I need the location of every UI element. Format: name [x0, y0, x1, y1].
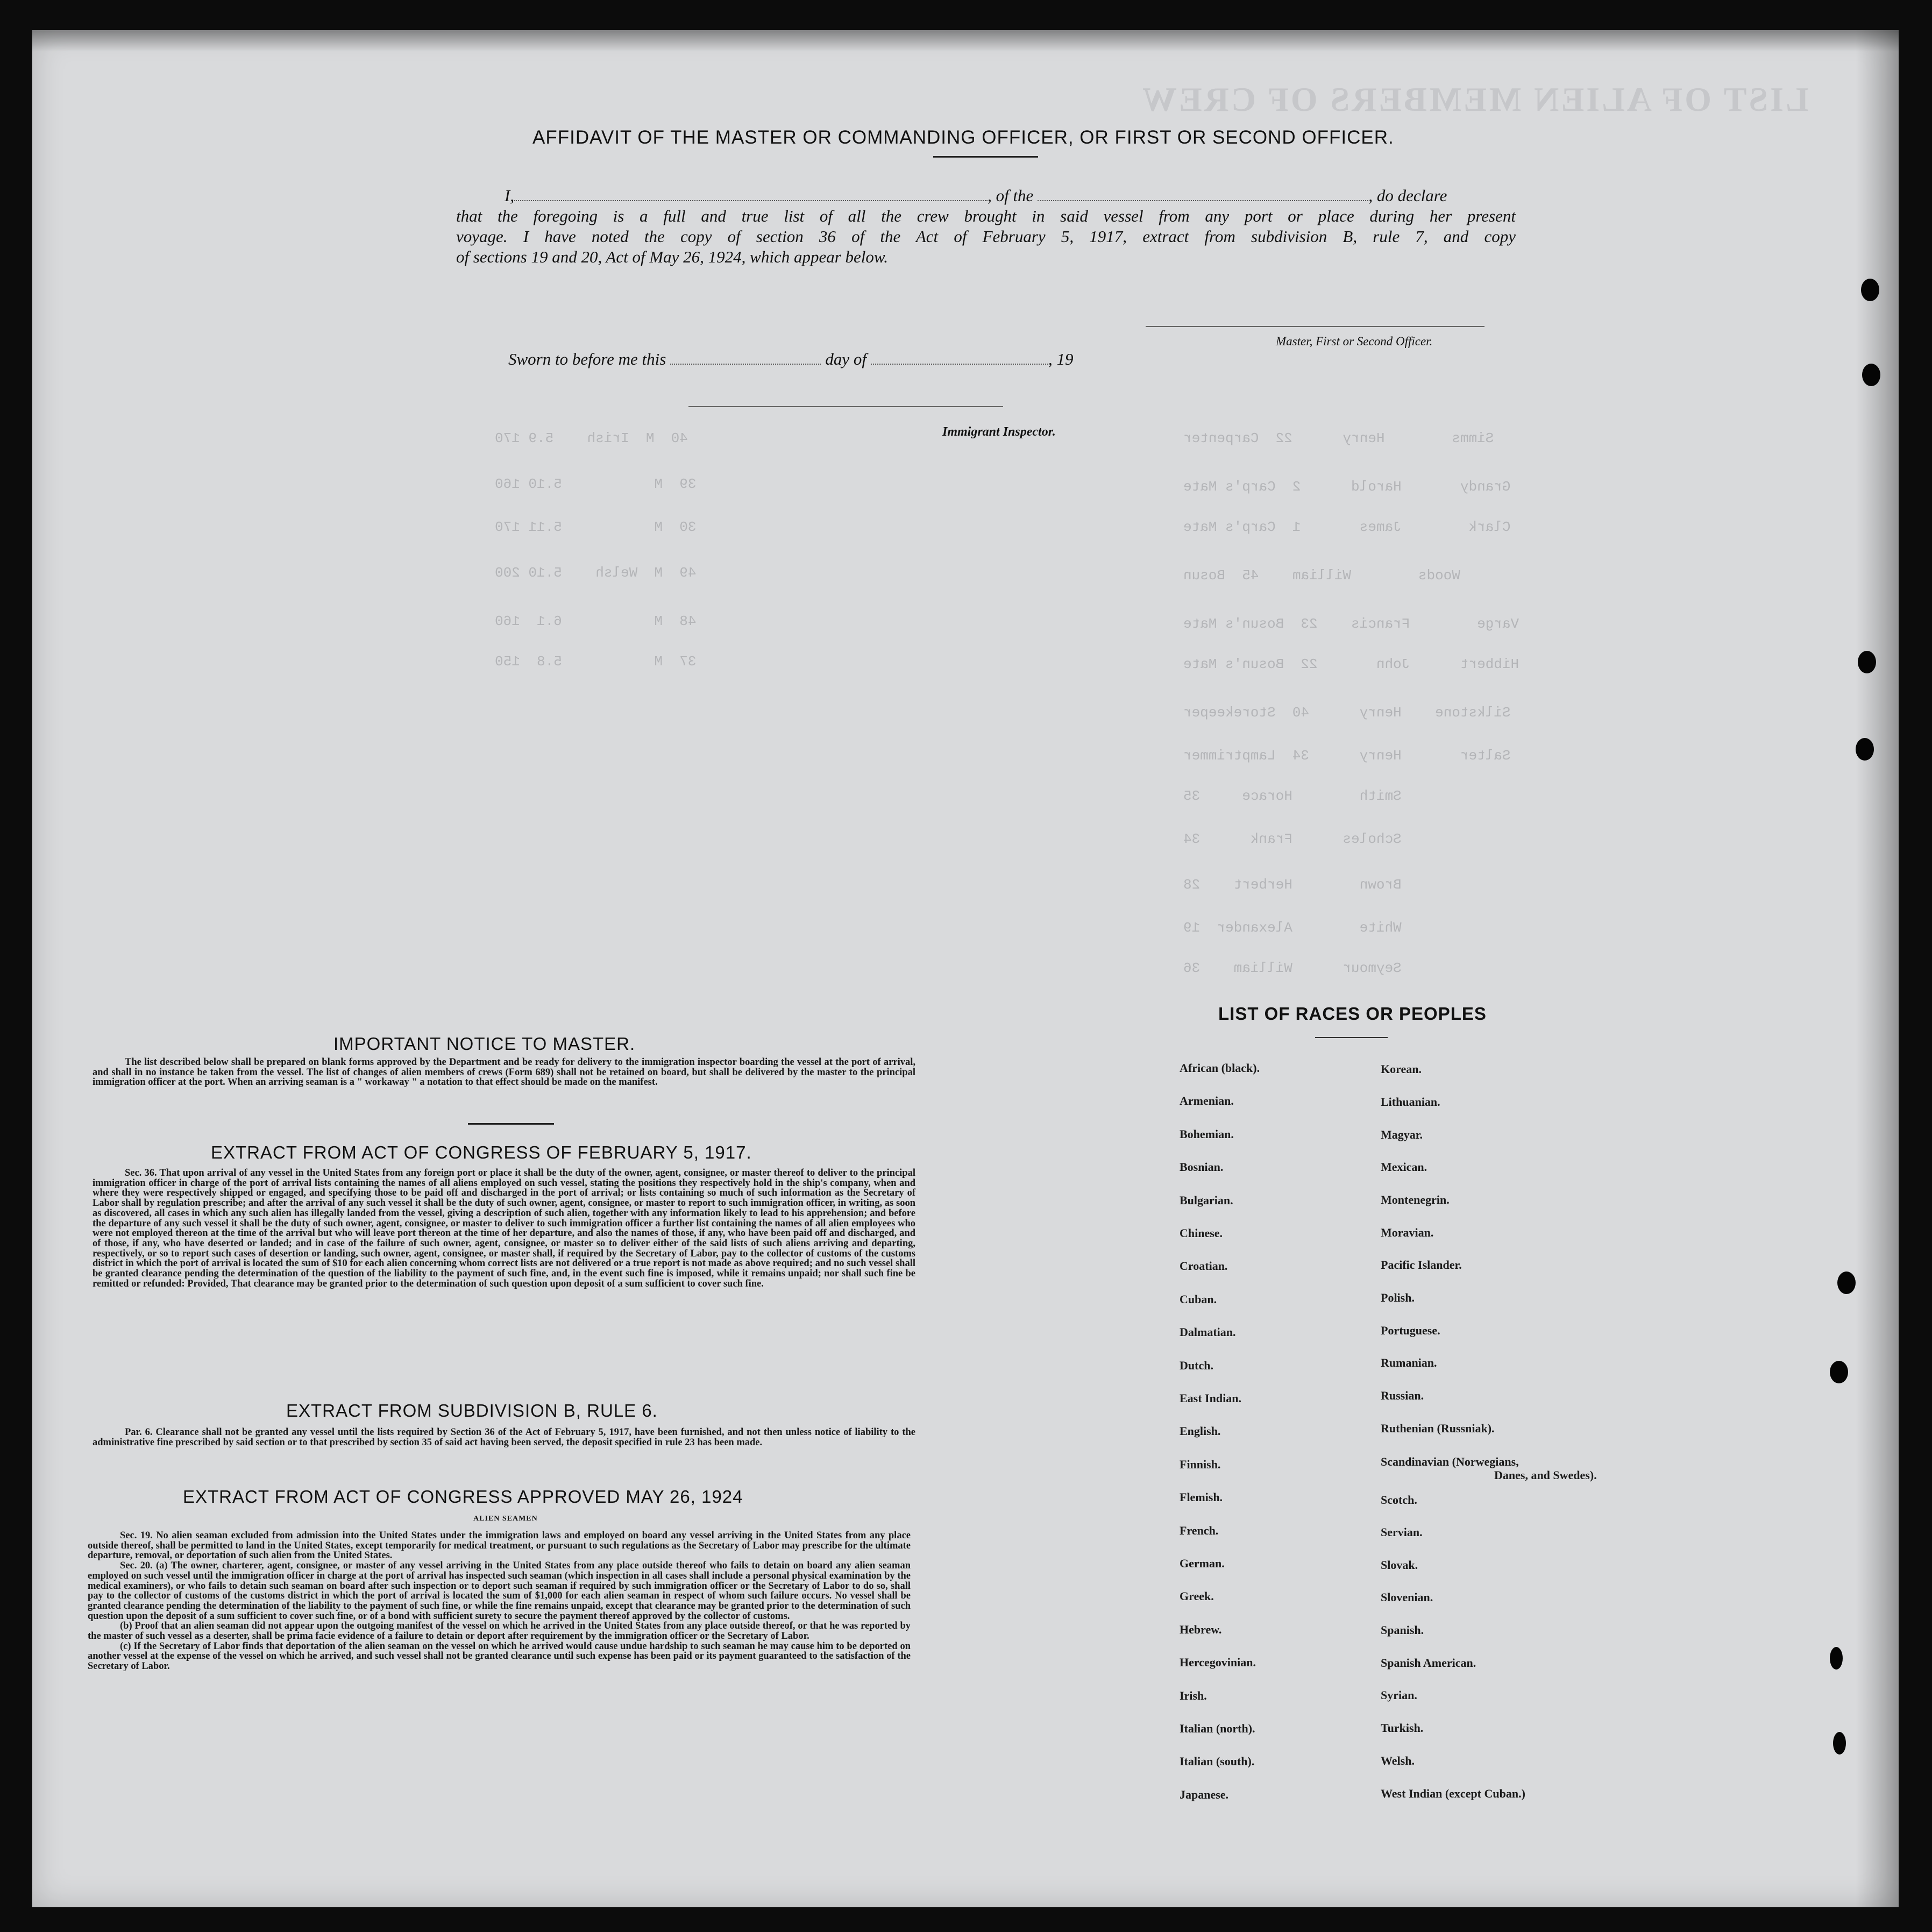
- alien-seamen-subtitle: ALIEN SEAMEN: [473, 1515, 538, 1523]
- binder-hole: [1830, 1361, 1848, 1383]
- extract-1917-body: [93, 1168, 915, 1289]
- sworn-line: [508, 350, 1073, 369]
- affidavit-body: [456, 186, 1516, 267]
- race-item: Bohemian.: [1180, 1127, 1234, 1141]
- binder-hole: [1862, 364, 1880, 386]
- race-item: Korean.: [1381, 1062, 1422, 1076]
- race-item: Scandinavian (Norwegians,: [1381, 1455, 1519, 1468]
- race-item: Bosnian.: [1180, 1160, 1224, 1174]
- race-item: Flemish.: [1180, 1490, 1223, 1504]
- race-item: Slovak.: [1381, 1558, 1418, 1572]
- extract-1924-title: EXTRACT FROM ACT OF CONGRESS APPROVED MAY 26, 1924: [183, 1487, 743, 1507]
- race-item: Chinese.: [1180, 1226, 1223, 1240]
- inspector-label: Immigrant Inspector.: [942, 425, 1056, 439]
- race-item: Syrian.: [1381, 1688, 1417, 1702]
- declarant-name-field[interactable]: [514, 188, 988, 201]
- binder-hole: [1858, 651, 1876, 673]
- section-36-paragraph: Sec. 36. That upon arrival of any vessel in the United States from any foreign port or place it shall be the duty of the owner, agent, consignee, or master thereof to deliver to the principal immigration officer in charge of the port of arrival lists containing the names of all aliens employed on such vessel, stating the positions they respectively hold in the ship's company, when and where they were respectively shipped or engaged, and specifying those to be paid off and discharged in the port of arrival; or lists containing so much of such information as the Secretary of Labor shall by regulation prescribe; and after the arrival of any such vessel it shall be the duty of such owner, agent, consignee, or master to report to such immigration officer, in writing, as soon as discovered, all cases in which any such alien has illegally landed from the vessel, giving a description of such alien, together with any information likely to lead to his apprehension; and before the departure of any such vessel it shall be the duty of such owner, agent, consignee, or master to deliver to such immigration officer a further list containing the names of all alien employees who were not employed thereon at the time of the arrival but who will leave port thereon at the time of her departure, and also the names of those, if any, who have been paid off and discharged, and of those, if any, who have deserted or landed; and in case of the failure of such owner, agent, consignee, or master so to deliver either of the said lists of such aliens arriving and departing, respectively, or so to report such cases of desertion or landing, such owner, agent, consignee, or master shall, if required by the Secretary of Labor, pay to the collector of customs of the customs district in which the port of arrival is located the sum of $10 for each alien concerning whom correct lists are not delivered or a true report is not made as above required; and no such vessel shall be granted clearance pending the determination of the question of the liability to the payment of such fine, and, in the event such fine is imposed, while it remains unpaid; nor shall such fine be remitted or refunded: Provided, That clearance may be granted prior to the determination of such question upon deposit of a sum sufficient to cover such fine.: [93, 1168, 915, 1289]
- section-20c-paragraph: (c) If the Secretary of Labor finds that deportation of the alien seaman on the vessel on which he arrived would cause undue hardship to such seaman he may cause him to be deported on another vessel at the expense of the vessel on which he arrived, and such vessel shall not be granted clearance until such expense has been paid or its payment guaranteed to the satisfaction of the Secretary of Labor.: [88, 1640, 911, 1672]
- bleed-through-row: Grandy Harold 2 Carp's Mate: [1183, 479, 1511, 495]
- bleed-through-row: Clark James 1 Carp's Mate: [1183, 519, 1511, 535]
- bleed-through-row: Woods William 45 Bosun: [1183, 567, 1460, 584]
- bleed-through-title: LIST OF ALIEN MEMBERS OF CREW: [1140, 80, 1809, 118]
- binder-hole: [1856, 738, 1874, 761]
- bleed-through-row: Varge Francis 23 Bosun's Mate: [1183, 616, 1519, 632]
- race-item: Montenegrin.: [1381, 1193, 1450, 1206]
- bleed-through-row: 40 M Irish 5.9 170: [495, 430, 688, 446]
- sworn-day-field[interactable]: [670, 352, 821, 365]
- section-rule: [468, 1123, 554, 1125]
- race-item: German.: [1180, 1557, 1225, 1570]
- affidavit-line-2: that the foregoing is a full and true list of all the crew brought in said vessel from any port or place during her present: [456, 207, 1516, 225]
- bleed-through-row: Simms Henry 22 Carpenter: [1183, 430, 1494, 446]
- right-edge-shadow: [1856, 30, 1899, 1907]
- do-declare-label: , do declare: [1368, 186, 1447, 205]
- race-item: English.: [1180, 1424, 1221, 1438]
- race-item: Armenian.: [1180, 1094, 1234, 1108]
- binder-hole: [1837, 1272, 1856, 1294]
- race-item: Irish.: [1180, 1688, 1207, 1702]
- binder-hole: [1830, 1647, 1843, 1670]
- notice-body: [93, 1057, 915, 1088]
- race-item: Magyar.: [1381, 1128, 1423, 1141]
- race-item: Pacific Islander.: [1381, 1258, 1462, 1272]
- bleed-through-row: 48 M 6.1 160: [495, 613, 697, 629]
- race-item: Lithuanian.: [1381, 1095, 1440, 1109]
- bleed-through-row: Seymour William 36: [1183, 960, 1402, 976]
- race-item: Russian.: [1381, 1389, 1424, 1402]
- bleed-through-row: Hibbert John 22 Bosun's Mate: [1183, 656, 1519, 672]
- race-item: Polish.: [1381, 1291, 1415, 1304]
- top-edge-shadow: [32, 30, 1899, 52]
- race-item: Turkish.: [1381, 1721, 1424, 1735]
- bleed-through-row: 39 M 5.10 160: [495, 476, 697, 492]
- race-item: Croatian.: [1180, 1259, 1228, 1273]
- races-title-rule: [1315, 1037, 1388, 1038]
- extract-1924-body: [88, 1531, 911, 1672]
- bleed-through-row: 49 M Welsh 5.10 200: [495, 565, 697, 581]
- race-item: Spanish American.: [1381, 1656, 1476, 1670]
- i-label: I,: [505, 186, 515, 205]
- section-20b-paragraph: (b) Proof that an alien seaman did not appear upon the outgoing manifest of the vessel on which he arrived in the United States from any place outside thereof, or that he was reported by the master of such vessel as a deserter, shall be prima facie evidence of a failure to detain or deport after requirement by the immigration officer or the Secretary of Labor.: [88, 1621, 911, 1642]
- race-item: Ruthenian (Russniak).: [1381, 1422, 1495, 1435]
- section-20a-paragraph: Sec. 20. (a) The owner, charterer, agent, consignee, or master of any vessel arriving in the United States from any place outside thereof who fails to detain on board any alien seaman employed on such vessel until the immigration officer in charge at the port of arrival has inspected such seaman (which inspection in all cases shall include a personal physical examination by the medical examiners), or who fails to detain such seaman on board after such inspection or to deport such seaman if required by such immigration officer or the Secretary of Labor to do so, shall pay to the collector of customs of the customs district in which the port of arrival is located the sum of $1,000 for each alien seaman in respect of whom such failure occurs. No vessel shall be granted clearance pending the determination of the liability to the payment of such fine, or while the fine remains unpaid, except that clearance may be granted prior to the determination of such question upon the deposit of a sum sufficient to cover such fine, or of a bond with sufficient surety to secure the payment thereof approved by the collector of customs.: [88, 1560, 911, 1622]
- race-item: Slovenian.: [1381, 1590, 1433, 1604]
- master-signature-label: Master, First or Second Officer.: [1276, 335, 1433, 348]
- rule6-paragraph: Par. 6. Clearance shall not be granted any vessel until the lists required by Section 36 of the Act of February 5, 1917, have been furnished, and not then unless notice of liability to the administrative fine prescribed by said section or to that prescribed by section 35 of said act having been served, the deposit specified in rule 23 has been made.: [93, 1427, 915, 1448]
- race-item: West Indian (except Cuban.): [1381, 1787, 1525, 1800]
- day-of-label: day of: [825, 350, 866, 368]
- vessel-name-field[interactable]: [1038, 188, 1368, 201]
- binder-hole: [1861, 279, 1879, 301]
- bleed-through-row: Silkstone Henry 40 Storekeeper: [1183, 705, 1511, 721]
- master-signature-line[interactable]: [1146, 326, 1484, 327]
- affidavit-line-4: of sections 19 and 20, Act of May 26, 1924, which appear below.: [456, 247, 889, 266]
- races-title: LIST OF RACES OR PEOPLES: [1218, 1004, 1487, 1024]
- notice-title: IMPORTANT NOTICE TO MASTER.: [333, 1034, 636, 1054]
- race-item: Scotch.: [1381, 1493, 1417, 1507]
- race-item: Italian (south).: [1180, 1755, 1255, 1768]
- declarant-line: [456, 186, 1516, 206]
- year-prefix: , 19: [1048, 350, 1074, 368]
- race-item: Moravian.: [1381, 1226, 1434, 1239]
- notice-paragraph: The list described below shall be prepared on blank forms approved by the Department and be ready for delivery to the immigration inspector boarding the vessel at the port of arrival, and shall in no instance be taken from the vessel. The list of changes of alien members of crews (Form 689) shall not be retained on board, but shall be delivered by the master to the principal immigration officer at the port. When an arriving seaman is a " workaway " a notation to that effect should be made on the manifest.: [93, 1057, 915, 1088]
- inspector-signature-line[interactable]: [688, 406, 1003, 407]
- race-item: Italian (north).: [1180, 1722, 1255, 1735]
- race-item: Portuguese.: [1381, 1324, 1440, 1337]
- bleed-through-row: 37 M 5.8 150: [495, 654, 697, 670]
- race-item: Dutch.: [1180, 1358, 1213, 1372]
- race-item: Cuban.: [1180, 1292, 1217, 1306]
- bleed-through-row: White Alexander 19: [1183, 920, 1402, 936]
- bleed-through-row: 30 M 5.11 170: [495, 519, 697, 535]
- race-item: Rumanian.: [1381, 1356, 1437, 1369]
- of-the-label: , of the: [988, 186, 1034, 205]
- bleed-through-row: Smith Horace 35: [1183, 788, 1402, 804]
- extract-rule6-body: [93, 1427, 915, 1447]
- affidavit-title: AFFIDAVIT OF THE MASTER OR COMMANDING OFFICER, OR FIRST OR SECOND OFFICER.: [532, 127, 1394, 148]
- race-item: Danes, and Swedes).: [1494, 1468, 1597, 1482]
- race-item: Spanish.: [1381, 1623, 1424, 1637]
- bleed-through-row: Brown Herbert 28: [1183, 877, 1402, 893]
- race-item: Greek.: [1180, 1589, 1214, 1603]
- race-item: Hebrew.: [1180, 1622, 1222, 1636]
- race-item: Bulgarian.: [1180, 1193, 1233, 1207]
- race-item: Hercegovinian.: [1180, 1656, 1256, 1670]
- binder-hole: [1833, 1732, 1846, 1755]
- race-item: East Indian.: [1180, 1391, 1241, 1405]
- bleed-through-row: Salter Henry 34 Lamptrimmer: [1183, 748, 1511, 764]
- section-19-paragraph: Sec. 19. No alien seaman excluded from admission into the United States under the immigration laws and employed on board any vessel arriving in the United States from any place outside thereof, shall be permitted to land in the United States, except temporarily for medical treatment, or pursuant to such regulations as the Secretary of Labor may prescribe for the ultimate departure, removal, or deportation of such alien from the United States.: [88, 1530, 911, 1561]
- race-item: Welsh.: [1381, 1754, 1415, 1767]
- race-item: French.: [1180, 1523, 1219, 1537]
- extract-rule6-title: EXTRACT FROM SUBDIVISION B, RULE 6.: [286, 1401, 658, 1420]
- race-item: Japanese.: [1180, 1787, 1229, 1801]
- affidavit-line-3: voyage. I have noted the copy of section 36 of the Act of February 5, 1917, extract from subdivision B, rule 7, and copy: [456, 227, 1516, 246]
- race-item: Servian.: [1381, 1525, 1423, 1539]
- race-item: Finnish.: [1180, 1457, 1221, 1471]
- extract-1917-title: EXTRACT FROM ACT OF CONGRESS OF FEBRUARY 5, 1917.: [211, 1142, 752, 1162]
- race-item: African (black).: [1180, 1061, 1260, 1075]
- sworn-prefix: Sworn to before me this: [508, 350, 666, 368]
- sworn-month-field[interactable]: [871, 352, 1048, 365]
- title-underline: [933, 156, 1038, 158]
- race-item: Mexican.: [1381, 1160, 1427, 1174]
- race-item: Dalmatian.: [1180, 1325, 1236, 1339]
- bleed-through-row: Scholes Frank 34: [1183, 831, 1402, 847]
